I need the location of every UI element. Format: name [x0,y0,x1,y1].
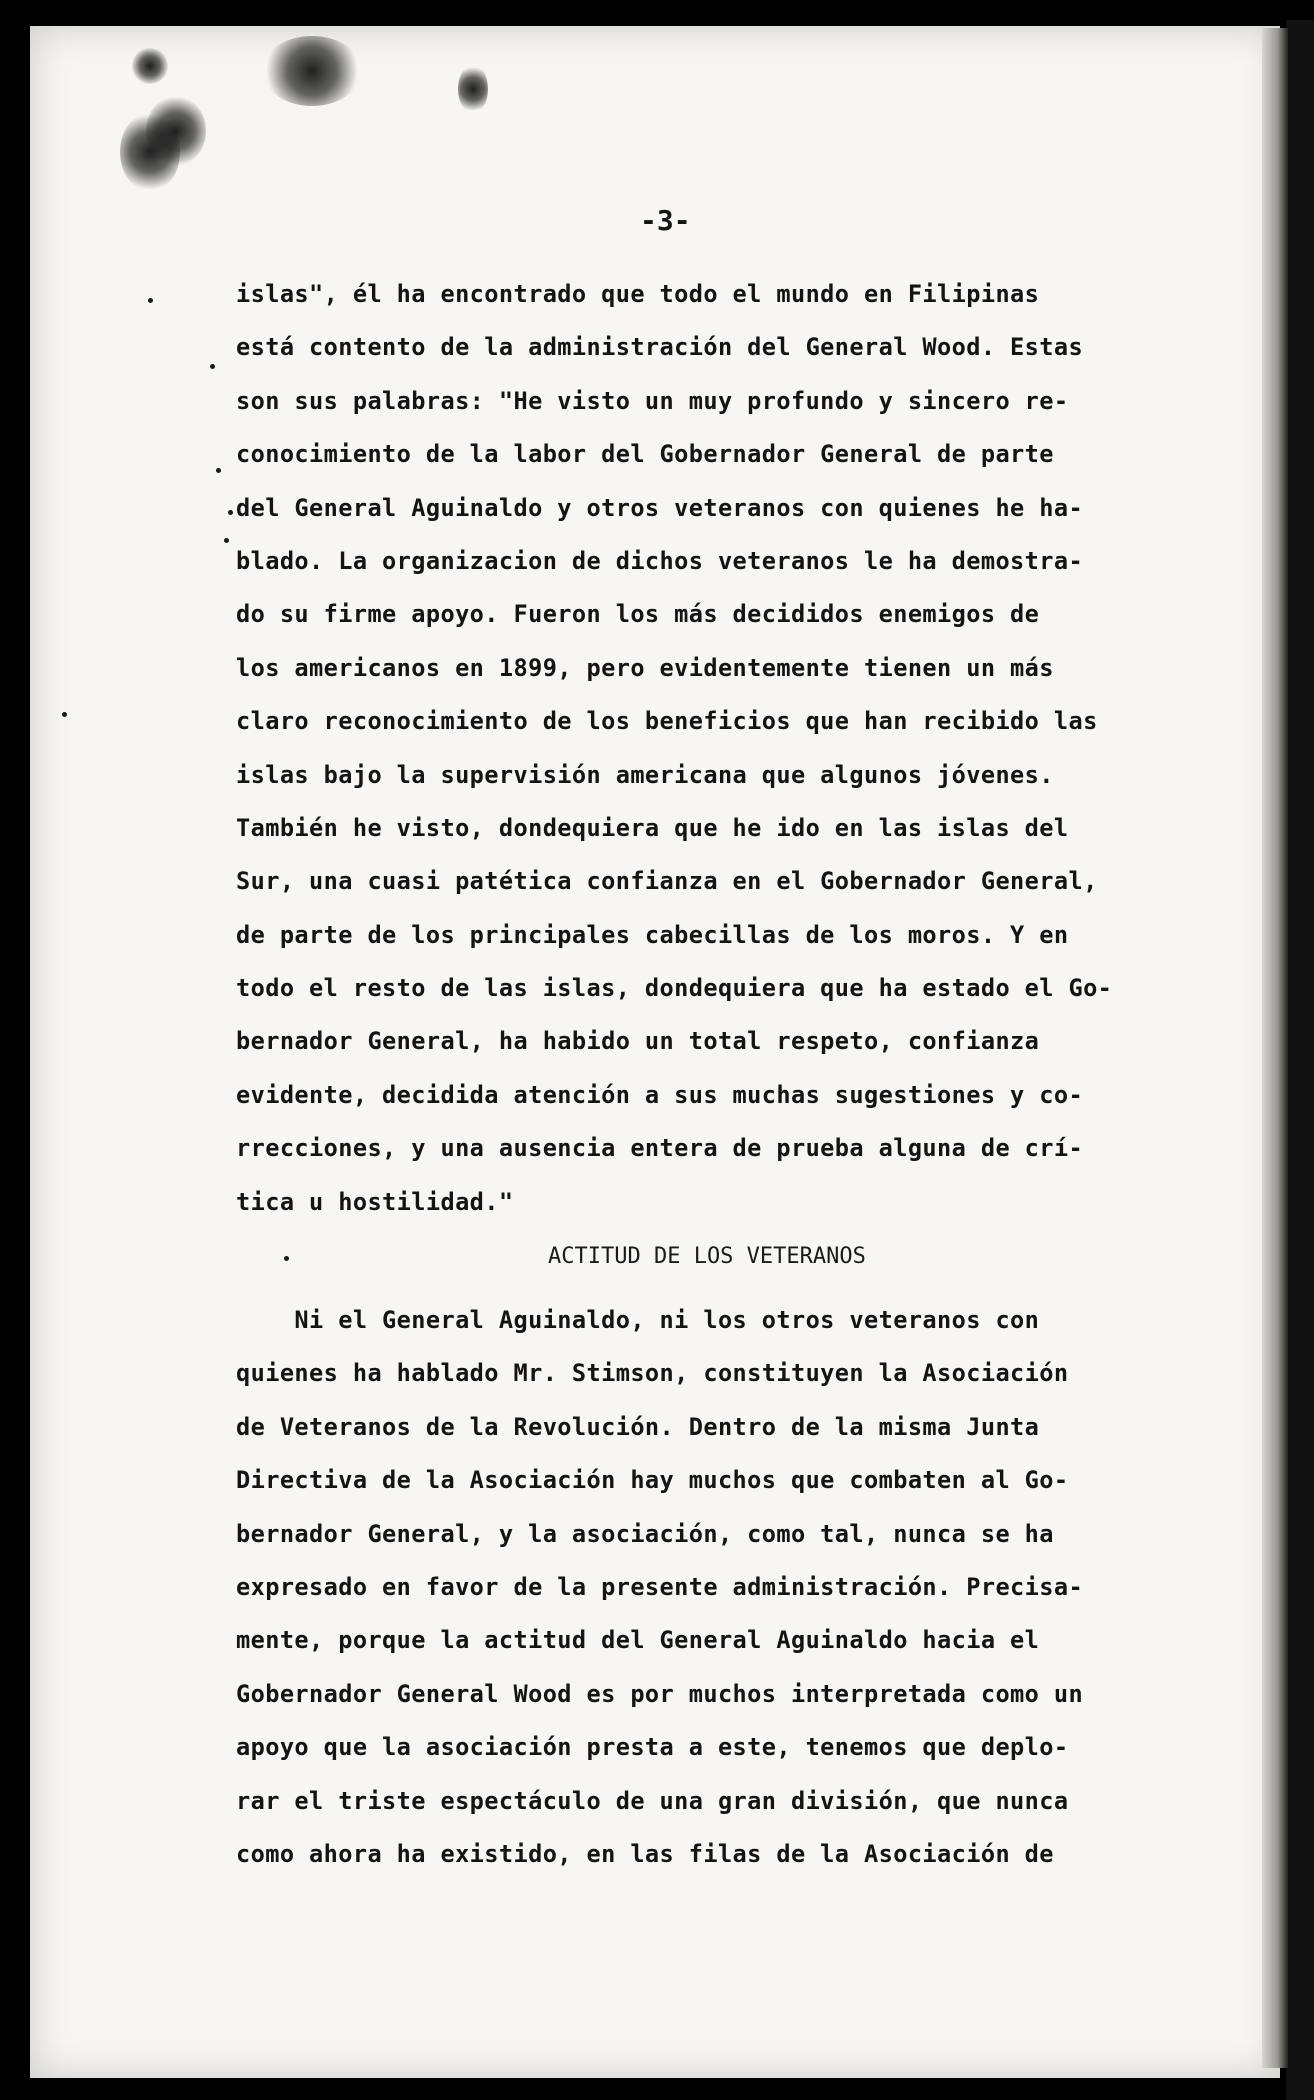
text-line: También he visto, dondequiera que he ido en las islas del [236,813,1069,842]
text-line: de Veteranos de la Revolución. Dentro de la misma Junta [236,1412,1040,1441]
text-line: expresado en favor de la presente administración. Precisa- [236,1572,1084,1601]
text-line: Gobernador General Wood es por muchos interpretada como un [236,1679,1084,1708]
text-line: todo el resto de las islas, dondequiera que ha estado el Go- [236,974,1113,1003]
body-paragraph-2 [236,1294,1156,1881]
text-line: bernador General, y la asociación, como tal, nunca se ha [236,1519,1054,1548]
text-line: rrecciones, y una ausencia entera de prueba alguna de crí- [236,1134,1084,1163]
body-paragraph-1 [236,268,1156,1229]
text-line: mente, porque la actitud del General Aguinaldo hacia el [236,1626,1040,1655]
text-line: do su firme apoyo. Fueron los más decididos enemigos de [236,600,1040,629]
paper-edge [1262,28,1288,2068]
text-line: bernador General, ha habido un total respeto, confianza [236,1027,1040,1056]
text-line: islas", él ha encontrado que todo el mundo en Filipinas [236,280,1040,308]
speck [62,712,67,717]
ink-stain [132,48,168,84]
speck [148,298,153,303]
text-line: los americanos en 1899, pero evidentemente tienen un más [236,653,1054,682]
text-line: evidente, decidida atención a sus muchas sugestiones y co- [236,1080,1084,1109]
speck [228,510,233,515]
section-heading: ACTITUD DE LOS VETERANOS [548,1244,866,1269]
speck [210,364,215,369]
text-line: apoyo que la asociación presta a este, tenemos que deplo- [236,1733,1069,1762]
text-line: Directiva de la Asociación hay muchos que combaten al Go- [236,1466,1069,1495]
text-line: conocimiento de la labor del Gobernador General de parte [236,440,1054,469]
ink-stain [146,96,206,166]
speck [216,468,221,473]
text-line: está contento de la administración del General Wood. Estas [236,333,1084,362]
text-line: como ahora ha existido, en las filas de la Asociación de [236,1839,1054,1868]
scan-border [1286,20,1314,2100]
text-line: islas bajo la supervisión americana que algunos jóvenes. [236,760,1054,789]
text-line: Sur, una cuasi patética confianza en el Gobernador General, [236,867,1098,896]
text-line: claro reconocimiento de los beneficios que han recibido las [236,707,1098,736]
text-line: Ni el General Aguinaldo, ni los otros veteranos con [236,1306,1040,1334]
text-line: tica u hostilidad." [236,1187,514,1216]
text-line: rar el triste espectáculo de una gran división, que nunca [236,1786,1069,1815]
speck [224,538,229,543]
text-line: de parte de los principales cabecillas de los moros. Y en [236,920,1069,949]
ink-stain [262,36,362,106]
page-number: -3- [640,204,691,237]
speck [284,1256,289,1261]
text-line: del General Aguinaldo y otros veteranos con quienes he ha- [236,493,1084,522]
text-line: blado. La organizacion de dichos veteranos le ha demostra- [236,546,1084,575]
text-line: quienes ha hablado Mr. Stimson, constituyen la Asociación [236,1359,1069,1388]
ink-stain [458,64,488,114]
text-line: son sus palabras: "He visto un muy profundo y sincero re- [236,386,1069,415]
